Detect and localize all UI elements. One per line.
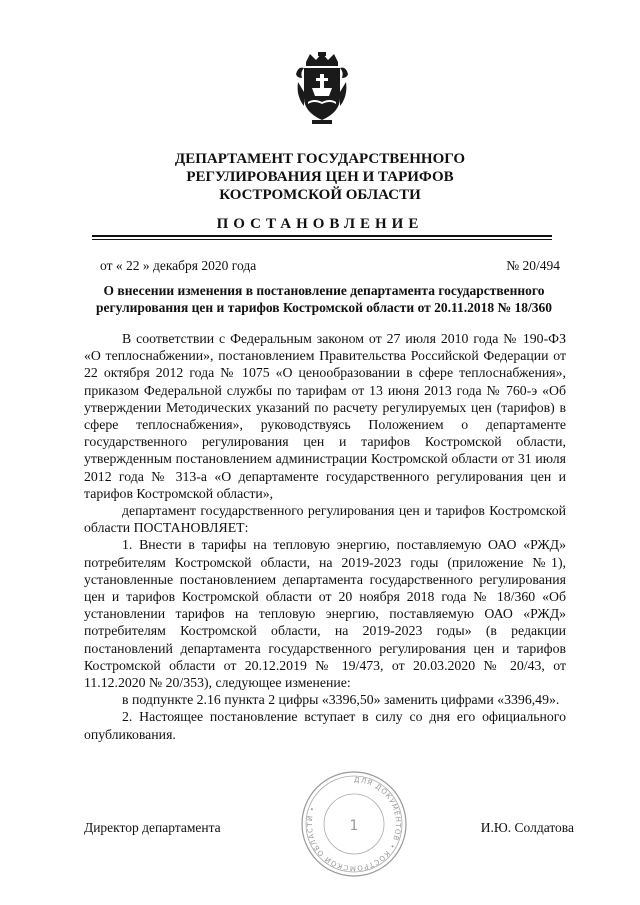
document-date: от « 22 » декабря 2020 года xyxy=(100,258,257,273)
official-seal-stamp xyxy=(298,768,410,880)
divider-thick xyxy=(92,235,552,237)
divider-thin xyxy=(92,239,552,240)
subject-line-2: регулирования цен и тарифов Костромской области от 20.11.2018 № 18/360 xyxy=(96,300,552,315)
department-name-line-2: РЕГУЛИРОВАНИЯ ЦЕН И ТАРИФОВ xyxy=(186,169,454,185)
document-number: № 20/494 xyxy=(506,258,560,273)
document-type-title: ПОСТАНОВЛЕНИЕ xyxy=(216,216,424,232)
coat-of-arms-icon xyxy=(294,52,350,126)
document-body xyxy=(84,330,566,743)
signatory-position: Директор департамента xyxy=(84,820,221,835)
body-paragraph-item-1: 1. Внести в тарифы на тепловую энергию, поставляемую ОАО «РЖД» потребителям Костромской области, на 2019-2023 годы (приложение №1), установленные постановлением департамента государственного регулирования цен и тарифов Костромской области от 20 ноября 2018 года № 18/360 «Об установлении тарифов на тепловую энергию, поставляемую ОАО «РЖД» потребителям Костромской области, на 2019-2023 годы» (в редакции постановлений департамента государственного регулирования цен и тарифов Костромской области от 20.12.2019 № 19/473, от 20.03.2020 № 20/43, от 11.12.2020 № 20/353), следующее изменение: xyxy=(84,537,566,691)
seal-center-text: 1 xyxy=(349,818,359,834)
body-paragraph-item-2: 2. Настоящее постановление вступает в силу со дня его официального опубликования. xyxy=(84,709,566,742)
body-paragraph-preamble: В соответствии с Федеральным законом от 27 июля 2010 года № 190-ФЗ «О теплоснабжении», постановлением Правительства Российской Федерации от 22 октября 2012 года № 1075 «О ценообразовании в сфере теплоснабжения», приказом Федеральной службы по тарифам от 13 июня 2013 года № 760-э «Об утверждении Методических указаний по расчету регулируемых цен (тарифов) в сфере теплоснабжения», руководствуясь Положением о департаменте государственного регулирования цен и тарифов Костромской области, утвержденным постановлением администрации Костромской области от 31 июля 2012 года № 313-а «О департаменте государственного регулирования цен и тарифов Костромской области», xyxy=(84,331,566,501)
seal-ring-text: ДЛЯ ДОКУМЕНТОВ • КОСТРОМСКОЙ ОБЛАСТИ • xyxy=(305,775,403,873)
signatory-name: И.Ю. Солдатова xyxy=(480,820,574,835)
body-paragraph-amendment: в подпункте 2.16 пункта 2 цифры «3396,50» заменить цифрами «3396,49». xyxy=(122,692,560,708)
subject-line-1: О внесении изменения в постановление департамента государственного xyxy=(103,283,545,298)
body-paragraph-resolves: департамент государственного регулирования цен и тарифов Костромской области ПОСТАНОВЛЯЕТ: xyxy=(84,503,566,536)
document-subject xyxy=(84,282,564,316)
department-name-line-3: КОСТРОМСКОЙ ОБЛАСТИ xyxy=(219,187,421,203)
department-name-line-1: ДЕПАРТАМЕНТ ГОСУДАРСТВЕННОГО xyxy=(174,151,466,167)
